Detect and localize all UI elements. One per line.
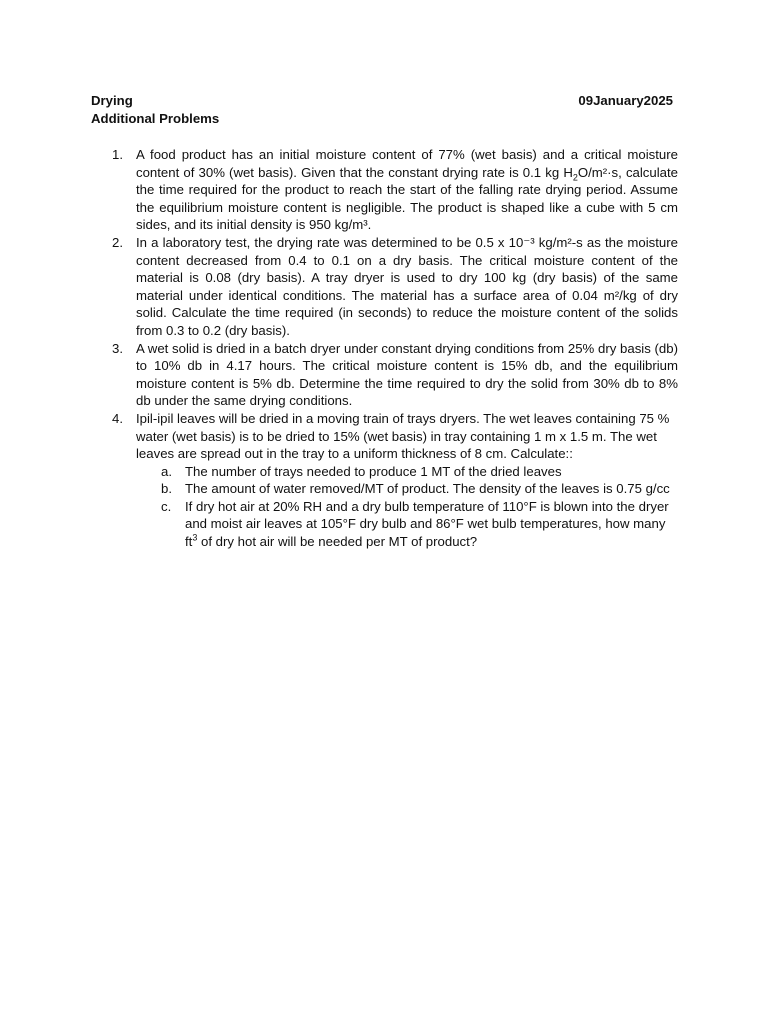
problem-item-4 [112,410,678,551]
sub-question-text-part: of dry hot air will be needed per MT of product? [197,534,478,550]
sub-question-letter: b. [161,481,172,497]
document-header [91,92,673,127]
problem-list [112,146,678,551]
document-subtitle: Additional Problems [91,110,220,126]
problem-text [136,147,678,232]
problem-text: In a laboratory test, the drying rate was determined to be 0.5 x 10⁻³ kg/m²-s as the moisture content decreased from 0.4 to 0.1 on a dry basis. The critical moisture content of the material is 0.08 (dry basis). A tray dryer is used to dry 100 kg (dry basis) of the same material under identical conditions. The material has a surface area of 0.04 m²/kg of dry solid. Calculate the time required (in seconds) to reduce the moisture content of the solids from 0.3 to 0.2 (dry basis). [136,234,678,338]
problem-number: 2. [112,234,123,250]
sub-question-text-part: If dry hot air at 20% RH and a dry bulb temperature of 110°F is blown into the dryer and moist air leaves at 105°F dry bulb and 86°F wet bulb temperatures, how many ft [185,498,669,550]
sub-question-text: The number of trays needed to produce 1 MT of the dried leaves [185,463,562,479]
problem-text-part: A food product has an initial moisture content of 77% (wet basis) and a critical moisture content of 30% (wet basis). Given that the constant drying rate is 0.1 kg H [136,147,678,180]
superscript: 3 [192,532,198,543]
sub-question-letter: a. [161,463,172,479]
sub-question-text [185,499,669,549]
problem-item-1 [112,146,678,234]
problem-item-2 [112,234,678,340]
problem-text: A wet solid is dried in a batch dryer under constant drying conditions from 25% dry basis (db) to 10% db in 4.17 hours. The critical moisture content is 15% db, and the equilibrium moisture content is 5% db. Determine the time required to dry the solid from 30% db to 8% db under the same drying conditions. [136,340,678,409]
problem-number: 4. [112,410,123,426]
document-title: Drying [91,93,133,108]
sub-question-c [136,498,678,551]
problem-number: 3. [112,340,123,356]
problem-number: 1. [112,147,123,162]
sub-question-list [136,463,678,551]
sub-question-b [136,480,678,498]
problem-text-part: O/m²·s, calculate the time required for the product to reach the start of the falling rate drying period. Assume the equilibrium moisture content is negligible. The product is shaped like a cube with 5 cm sides, and its initial density is 950 kg/m³. [136,164,678,233]
document-date: 09January2025 [578,93,673,108]
sub-question-text: The amount of water removed/MT of product. The density of the leaves is 0.75 g/cc [185,481,670,497]
subscript: 2 [572,172,578,183]
problem-text: Ipil-ipil leaves will be dried in a moving train of trays dryers. The wet leaves containing 75 % water (wet basis) is to be dried to 15% (wet basis) in tray containing 1 m x 1.5 m. The wet leaves are spread out in the tray to a uniform thickness of 8 cm. Calculate:: [136,410,670,462]
problem-item-3 [112,340,678,410]
sub-question-a [136,463,678,481]
sub-question-letter: c. [161,498,172,514]
header-row [91,92,673,110]
